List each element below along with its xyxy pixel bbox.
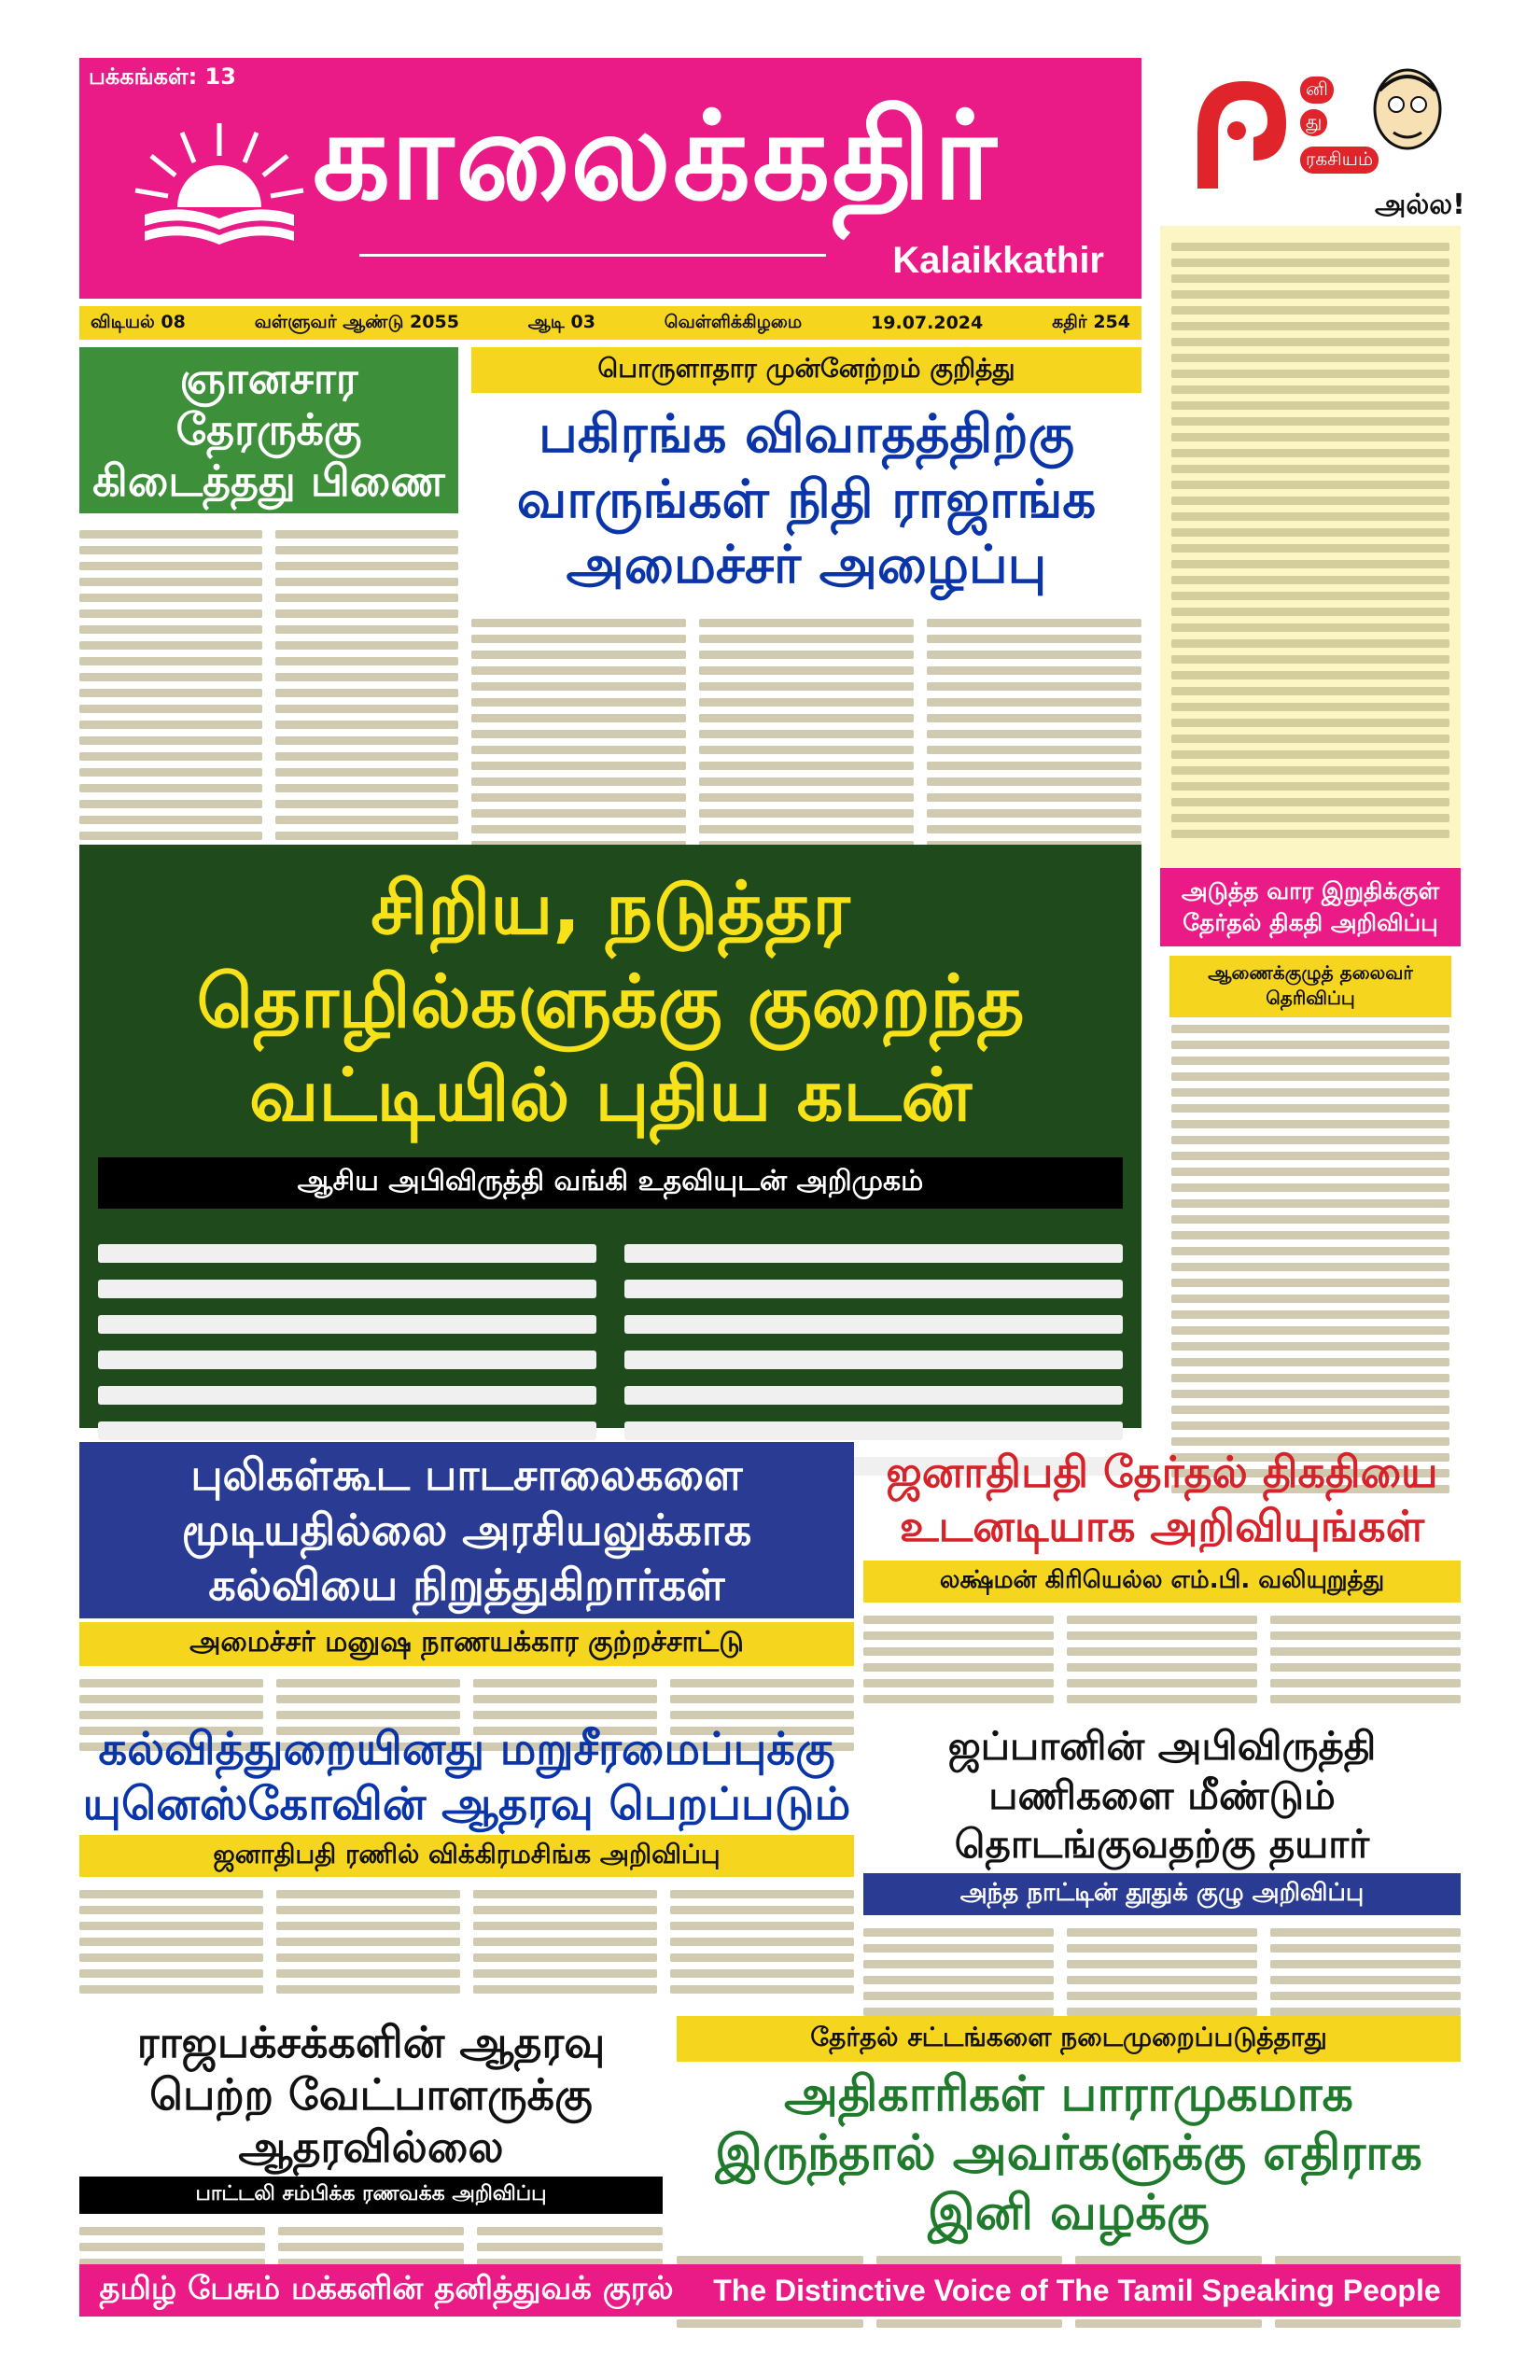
story-kicker: ஆணைக்குழுத் தலைவர் தெரிவிப்பு [1169,956,1451,1017]
school-closure-story [79,1442,854,1713]
footer-slogan-tamil: தமிழ் பேசும் மக்களின் தனித்துவக் குரல் [99,2270,674,2307]
story-headline: கல்வித்துறையினது மறுசீரமைப்புக்கு யுனெஸ்கோவின் ஆதரவு பெறப்படும் [82,1723,851,1830]
story-kicker: அந்த நாட்டின் தூதுக் குழு அறிவிப்பு [863,1873,1461,1915]
story-kicker: அமைச்சர் மனுஷ நாணயக்கார குற்றச்சாட்டு [79,1622,854,1666]
story-text-placeholder [699,611,914,873]
story-kicker: ஜனாதிபதி ரணில் விக்கிரமசிங்க அறிவிப்பு [79,1835,854,1877]
story-text-placeholder [1160,1025,1461,1493]
sunrise-book-logo-icon [131,114,308,254]
japan-projects-story [863,1722,1461,2011]
rajapaksa-candidate-story [79,2016,663,2259]
dateline-volume: விடியல் 08 [91,311,186,332]
story-text-placeholder [275,523,458,895]
education-reform-story [79,1722,854,2011]
masthead-roman-title: Kalaikkathir [892,240,1104,281]
story-text-placeholder [79,523,262,895]
column-logo-letter-icon [1179,67,1300,198]
dateline-issue: கதிர் 254 [1052,311,1130,332]
column-text-box [1160,226,1461,889]
story-columns [863,1608,1461,1711]
economic-debate-story [471,347,1141,851]
dateline-date: 19.07.2024 [871,313,984,333]
story-headline: ராஜபக்சக்களின் ஆதரவு பெற்ற வேட்பாளருக்கு ஆதரவில்லை [136,2017,606,2173]
story-headline: ஞானசார தேரருக்கு கிடைத்தது பிணை [79,347,458,513]
story-kicker: தேர்தல் சட்டங்களை நடைமுறைப்படுத்தாது [677,2016,1461,2062]
column-tag-2: து [1300,109,1327,136]
lead-loan-story [79,845,1141,1428]
column-tag-3: ரகசியம் [1300,147,1379,174]
story-kicker: லக்ஷ்மன் கிரியெல்ல எம்.பி. வலியுறுத்து [863,1561,1461,1603]
story-columns [79,1883,854,2001]
masthead-rule [359,254,826,257]
election-date-demand-story [863,1442,1461,1713]
footer-slogan-bar [79,2264,1461,2317]
story-headline: ஜப்பானின் அபிவிருத்தி பணிகளை மீண்டும் தொடங்குவதற்கு தயார் [947,1723,1377,1867]
column-tag-4: அல்ல! [1375,189,1465,221]
story-headline: ஜனாதிபதி தேர்தல் திகதியை உடனடியாக அறிவியுங்கள் [886,1447,1438,1551]
dateline-year: வள்ளுவர் ஆண்டு 2055 [254,311,459,332]
masthead-title: காலைக்கதிர் [313,85,999,227]
story-headline: பகிரங்க விவாதத்திற்கு வாருங்கள் நிதி ராஜாங்க அமைச்சர் அழைப்பு [516,404,1097,595]
story-kicker: பாட்டலி சம்பிக்க ரணவக்க அறிவிப்பு [79,2177,663,2214]
lead-subhead: ஆசிய அபிவிருத்தி வங்கி உதவியுடன் அறிமுகம் [98,1157,1123,1209]
story-columns [79,523,458,895]
story-columns [471,611,1141,873]
column-text-placeholder [1171,243,1449,838]
dateline-bar [79,306,1141,340]
story-headline: அதிகாரிகள் பாராமுகமாக இருந்தால் அவர்களுக்கு எதிராக இனி வழக்கு [715,2066,1422,2241]
election-date-announcement-story [1160,868,1461,1447]
story-headline: அடுத்த வார இறுதிக்குள் தேர்தல் திகதி அறிவிப்பு [1160,868,1461,946]
page-count: பக்கங்கள்: 13 [89,63,236,90]
dateline-month: ஆடி 03 [527,311,595,332]
story-kicker: பொருளாதார முன்னேற்றம் குறித்து [471,347,1141,393]
story-text-placeholder [927,611,1141,873]
column-tag-1: னி [1300,77,1334,104]
gnanasara-bail-story [79,347,458,851]
story-headline: புலிகள்கூட பாடசாலைகளை மூடியதில்லை அரசியலுக்காக கல்வியை நிறுத்துகிறார்கள் [79,1442,854,1618]
story-text-placeholder [471,611,686,873]
footer-slogan-english: The Distinctive Voice of The Tamil Speaking People [713,2273,1441,2307]
column-logo [1160,58,1465,226]
cartoon-man-icon [1361,63,1454,175]
dateline-weekday: வெள்ளிக்கிழமை [664,311,803,332]
side-column-header [1160,58,1465,226]
masthead [79,58,1141,299]
election-officials-story [677,2016,1461,2259]
lead-headline: சிறிய, நடுத்தர தொழில்களுக்கு குறைந்த வட்டியில் புதிய கடன் [196,867,1025,1138]
